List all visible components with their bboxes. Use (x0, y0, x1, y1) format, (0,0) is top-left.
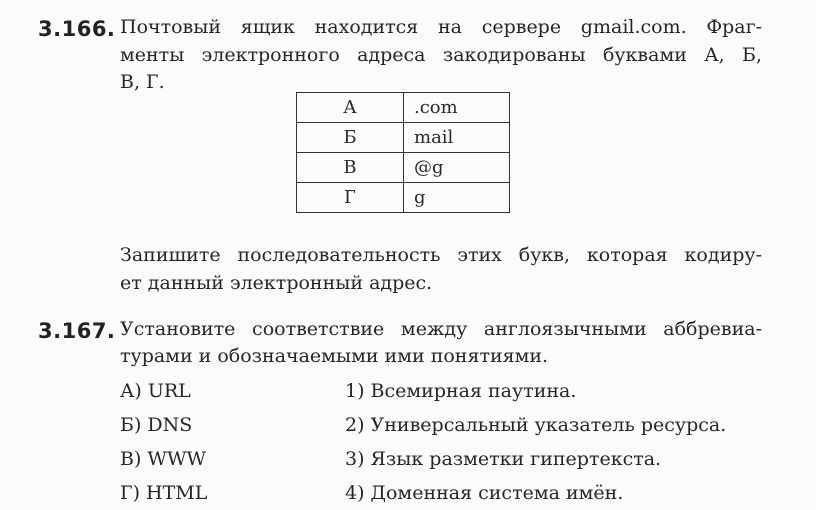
address-fragment: @g (404, 153, 510, 183)
code-letter: Г (297, 183, 404, 213)
code-letter: В (297, 153, 404, 183)
code-table (296, 92, 510, 213)
task-167-intro-line-2: турами и обозначаемыми ими понятиями. (120, 345, 549, 367)
task-166-intro-line-1: Почтовый ящик находится на сервере gmail.com. Фраг- (120, 16, 762, 38)
concept-item: 1) Всемирная паутина. (345, 380, 577, 402)
abbreviation-item: Б) DNS (120, 414, 193, 436)
address-fragment: mail (404, 123, 510, 153)
task-166-number: 3.166. (38, 17, 116, 41)
concept-item: 3) Язык разметки гипертекста. (345, 448, 662, 470)
concept-item: 2) Универсальный указатель ресурса. (345, 414, 727, 436)
table-row (297, 93, 510, 123)
table-row (297, 153, 510, 183)
task-166-question-line-2: ет данный электронный адрес. (120, 272, 433, 294)
task-166-question-line-1: Запишите последовательность этих букв, которая кодиру- (120, 244, 762, 266)
abbreviation-item: В) WWW (120, 448, 207, 470)
address-fragment: g (404, 183, 510, 213)
abbreviation-item: А) URL (120, 380, 191, 402)
table-row (297, 123, 510, 153)
task-167-number: 3.167. (38, 319, 116, 343)
task-166-intro-line-3: В, Г. (120, 71, 165, 93)
code-letter: А (297, 93, 404, 123)
table-row (297, 183, 510, 213)
abbreviation-item: Г) HTML (120, 482, 208, 504)
concept-item: 4) Доменная система имён. (345, 482, 624, 504)
task-166-intro-line-2: менты электронного адреса закодированы буквами А, Б, (120, 44, 762, 66)
code-letter: Б (297, 123, 404, 153)
task-167-intro-line-1: Установите соответствие между англоязычными аббревиа- (120, 318, 762, 340)
address-fragment: .com (404, 93, 510, 123)
